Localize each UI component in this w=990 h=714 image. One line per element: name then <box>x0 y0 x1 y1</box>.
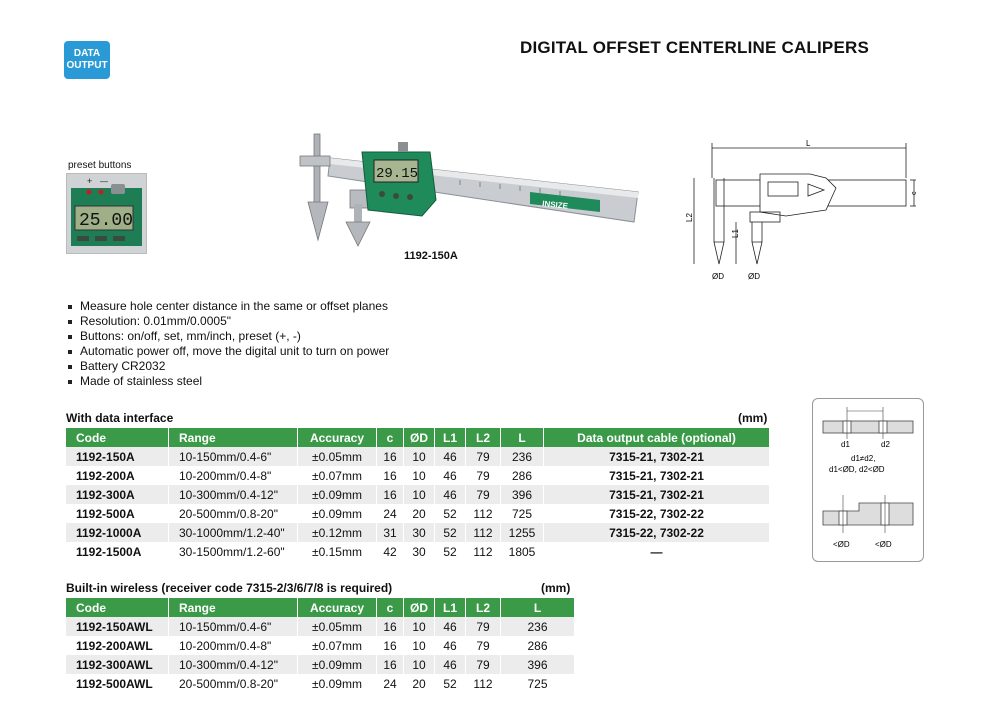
cell-range: 30-1500mm/1.2-60" <box>169 542 298 561</box>
cell-c: 16 <box>377 617 404 636</box>
model-caption: 1192-150A <box>404 250 458 262</box>
data-output-badge <box>64 41 110 79</box>
cell-l: 286 <box>501 466 544 485</box>
cell-l: 1805 <box>501 542 544 561</box>
cell-range: 10-300mm/0.4-12" <box>169 655 298 674</box>
cell-od: 10 <box>404 447 435 466</box>
cell-l2: 79 <box>466 617 501 636</box>
cell-range: 30-1000mm/1.2-40" <box>169 523 298 542</box>
cell-l: 725 <box>501 504 544 523</box>
cell-code: 1192-150A <box>66 447 169 466</box>
main-display-value: 29.15 <box>376 166 419 182</box>
cell-l2: 79 <box>466 636 501 655</box>
dim-L2: L2 <box>685 213 694 222</box>
wireless-unit: (mm) <box>541 581 571 595</box>
cell-c: 31 <box>377 523 404 542</box>
page-title: DIGITAL OFFSET CENTERLINE CALIPERS <box>520 38 870 57</box>
feature-item: Battery CR2032 <box>64 359 389 374</box>
feature-item: Automatic power off, move the digital unit to turn on power <box>64 344 389 359</box>
preset-buttons-photo <box>66 173 147 254</box>
col-l: L <box>501 598 575 617</box>
cell-l2: 112 <box>466 542 501 561</box>
table-row <box>66 466 770 485</box>
offset-plane-diagram <box>812 398 924 562</box>
cell-accuracy: ±0.09mm <box>298 504 377 523</box>
cell-l1: 46 <box>435 617 466 636</box>
table-row <box>66 617 575 636</box>
table-row <box>66 447 770 466</box>
cell-l2: 79 <box>466 466 501 485</box>
side-od-1: <ØD <box>833 540 850 549</box>
cell-cable: 7315-22, 7302-22 <box>544 523 770 542</box>
cell-code: 1192-200AWL <box>66 636 169 655</box>
cell-od: 10 <box>404 466 435 485</box>
cell-accuracy: ±0.07mm <box>298 466 377 485</box>
cell-od: 10 <box>404 636 435 655</box>
cell-accuracy: ±0.07mm <box>298 636 377 655</box>
cell-l: 236 <box>501 617 575 636</box>
cell-l1: 52 <box>435 542 466 561</box>
dim-L: L <box>806 139 811 148</box>
cell-l1: 46 <box>435 466 466 485</box>
cell-range: 20-500mm/0.8-20" <box>169 674 298 693</box>
cell-l: 396 <box>501 485 544 504</box>
wireless-table <box>66 598 575 693</box>
table-header-row <box>66 598 575 617</box>
cell-l: 725 <box>501 674 575 693</box>
table-row <box>66 674 575 693</box>
preset-display-value: 25.00 <box>79 211 134 231</box>
cell-od: 10 <box>404 485 435 504</box>
cell-l2: 112 <box>466 674 501 693</box>
col-l: L <box>501 428 544 447</box>
badge-line-1: DATA <box>73 48 101 59</box>
cell-od: 20 <box>404 504 435 523</box>
cell-c: 24 <box>377 674 404 693</box>
side-condition-1: d1≠d2, <box>851 454 876 463</box>
data-interface-unit: (mm) <box>738 411 768 425</box>
cell-od: 30 <box>404 523 435 542</box>
cell-l1: 46 <box>435 636 466 655</box>
cell-l1: 46 <box>435 447 466 466</box>
cell-l2: 79 <box>466 485 501 504</box>
cell-accuracy: ±0.12mm <box>298 523 377 542</box>
cell-code: 1192-150AWL <box>66 617 169 636</box>
dimension-diagram <box>686 138 926 288</box>
col-c: c <box>377 598 404 617</box>
cell-l1: 46 <box>435 655 466 674</box>
cell-code: 1192-200A <box>66 466 169 485</box>
feature-item: Measure hole center distance in the same or offset planes <box>64 299 389 314</box>
cell-l: 236 <box>501 447 544 466</box>
cell-l1: 46 <box>435 485 466 504</box>
cell-cable: 7315-22, 7302-22 <box>544 504 770 523</box>
cell-range: 10-200mm/0.4-8" <box>169 636 298 655</box>
feature-item: Buttons: on/off, set, mm/inch, preset (+, -) <box>64 329 389 344</box>
cell-c: 16 <box>377 636 404 655</box>
data-interface-title: With data interface <box>66 411 174 425</box>
cell-accuracy: ±0.09mm <box>298 485 377 504</box>
cell-l: 396 <box>501 655 575 674</box>
col-code: Code <box>66 428 169 447</box>
col-code: Code <box>66 598 169 617</box>
cell-accuracy: ±0.09mm <box>298 655 377 674</box>
table-row <box>66 523 770 542</box>
preset-minus-label: — <box>100 177 108 186</box>
cell-od: 10 <box>404 617 435 636</box>
wireless-title: Built-in wireless (receiver code 7315-2/3/6/7/8 is required) <box>66 581 393 595</box>
cell-c: 16 <box>377 485 404 504</box>
cell-code: 1192-1000A <box>66 523 169 542</box>
table-row <box>66 504 770 523</box>
cell-cable: 7315-21, 7302-21 <box>544 485 770 504</box>
preset-buttons-label: preset buttons <box>68 160 132 171</box>
col-range: Range <box>169 598 298 617</box>
cell-od: 10 <box>404 655 435 674</box>
cell-l1: 52 <box>435 674 466 693</box>
cell-l: 1255 <box>501 523 544 542</box>
dim-od-2: ØD <box>748 272 760 281</box>
cell-l2: 112 <box>466 523 501 542</box>
data-interface-table <box>66 428 770 561</box>
cell-c: 16 <box>377 447 404 466</box>
col-c: c <box>377 428 404 447</box>
cell-c: 42 <box>377 542 404 561</box>
col-accuracy: Accuracy <box>298 598 377 617</box>
feature-item: Made of stainless steel <box>64 374 389 389</box>
cell-accuracy: ±0.09mm <box>298 674 377 693</box>
cell-od: 20 <box>404 674 435 693</box>
cell-accuracy: ±0.05mm <box>298 617 377 636</box>
col-range: Range <box>169 428 298 447</box>
dim-od-1: ØD <box>712 272 724 281</box>
cell-code: 1192-500AWL <box>66 674 169 693</box>
table-row <box>66 655 575 674</box>
cell-range: 10-300mm/0.4-12" <box>169 485 298 504</box>
cell-code: 1192-500A <box>66 504 169 523</box>
table-row <box>66 485 770 504</box>
cell-range: 10-150mm/0.4-6" <box>169 617 298 636</box>
cell-l2: 79 <box>466 447 501 466</box>
cell-range: 10-200mm/0.4-8" <box>169 466 298 485</box>
cell-range: 20-500mm/0.8-20" <box>169 504 298 523</box>
side-od-2: <ØD <box>875 540 892 549</box>
badge-line-2: OUTPUT <box>66 60 108 71</box>
cell-code: 1192-300AWL <box>66 655 169 674</box>
caliper-photo <box>290 130 640 260</box>
side-d2-label: d2 <box>881 440 890 449</box>
cell-accuracy: ±0.05mm <box>298 447 377 466</box>
cell-range: 10-150mm/0.4-6" <box>169 447 298 466</box>
table-row <box>66 542 770 561</box>
col-cable: Data output cable (optional) <box>544 428 770 447</box>
cell-code: 1192-1500A <box>66 542 169 561</box>
col-l2: L2 <box>466 598 501 617</box>
side-d1-label: d1 <box>841 440 850 449</box>
cell-l2: 79 <box>466 655 501 674</box>
cell-l1: 52 <box>435 523 466 542</box>
brand-label: INSIZE <box>541 199 569 211</box>
col-l1: L1 <box>435 598 466 617</box>
cell-l1: 52 <box>435 504 466 523</box>
col-od: ØD <box>404 428 435 447</box>
table-header-row <box>66 428 770 447</box>
cell-accuracy: ±0.15mm <box>298 542 377 561</box>
cell-c: 16 <box>377 466 404 485</box>
side-condition-2: d1<ØD, d2<ØD <box>829 465 885 474</box>
cell-cable: 7315-21, 7302-21 <box>544 447 770 466</box>
cell-cable: — <box>544 542 770 561</box>
cell-cable: 7315-21, 7302-21 <box>544 466 770 485</box>
cell-l2: 112 <box>466 504 501 523</box>
col-accuracy: Accuracy <box>298 428 377 447</box>
cell-c: 16 <box>377 655 404 674</box>
dim-L1: L1 <box>731 229 740 238</box>
col-od: ØD <box>404 598 435 617</box>
dim-c: c <box>911 191 918 195</box>
table-row <box>66 636 575 655</box>
cell-c: 24 <box>377 504 404 523</box>
feature-item: Resolution: 0.01mm/0.0005" <box>64 314 389 329</box>
col-l2: L2 <box>466 428 501 447</box>
cell-l: 286 <box>501 636 575 655</box>
feature-list <box>64 299 389 389</box>
preset-plus-label: + <box>87 176 93 186</box>
col-l1: L1 <box>435 428 466 447</box>
cell-od: 30 <box>404 542 435 561</box>
cell-code: 1192-300A <box>66 485 169 504</box>
